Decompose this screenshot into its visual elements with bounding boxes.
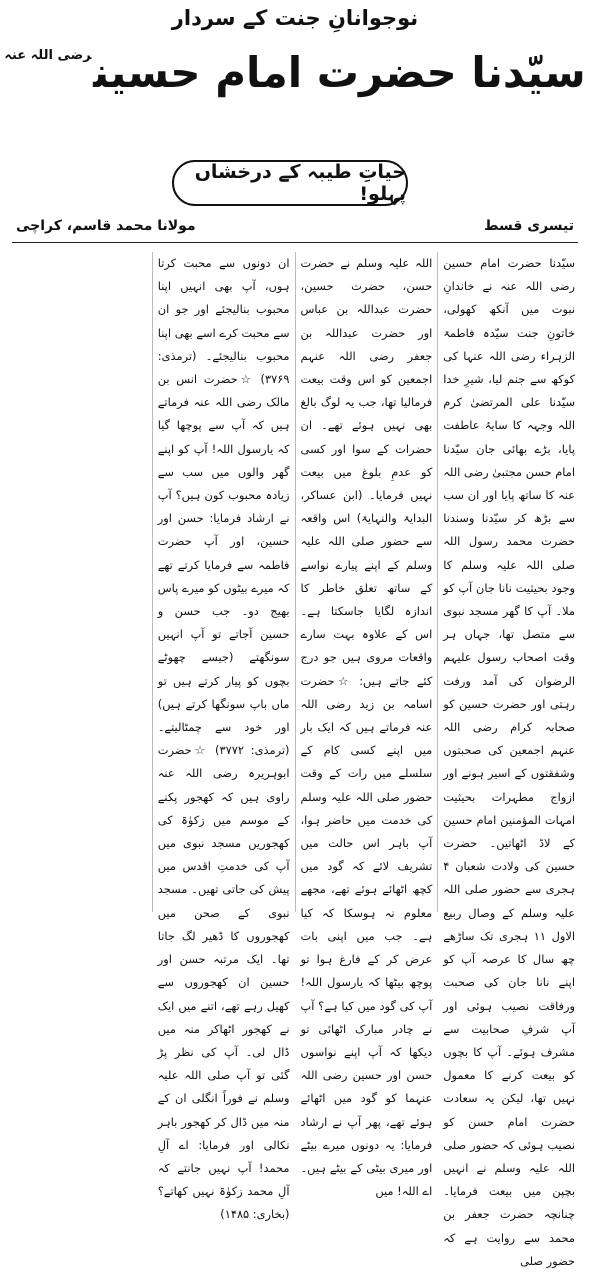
article-column-3 [153,252,295,1222]
article-subtitle: حیاتِ طیبہ کے درخشاں پہلو! [194,161,406,205]
article-kicker: نوجوانانِ جنت کے سردار [171,6,419,30]
column-text: سیّدنا حضرت امام حسین رضی اللہ عنہ نے خاندانِ نبوت میں آنکھ کھولی، خاتونِ جنت سیّدہ فاطمۃ الزہراء رضی اللہ عنہا کی کوکھ سے جنم لیا، شیرِ خدا سیّدنا علی المرتضیٰ کرم اللہ وجہہ کا سایۂ عاطفت پایا، بڑے بھائی جان سیّدنا امام حسن مجتبیٰ رضی اللہ عنہ کا ساتھ پایا اور ان سب سے بڑھ کر سیّدنا وسندنا حضرت محمد رسول اللہ صلی اللہ علیہ وسلم کا وجود بحیثیت نانا جان آپ کو ملا۔ آپ کا گھر مسجد نبوی سے متصل تھا، جہاں ہر وقت اصحاب رسول علیہم الرضوان کی آمد ورفت رہتی اور حضرت حسین کو صحابہ کرام رضی اللہ عنہم اجمعین کی صحبتوں وشفقتوں کے اسیر ہونے اور ازواج مطہرات بحیثیت امہات المؤمنین امام حسین کے لاڈ اٹھاتیں۔ حضرت حسین کی ولادت شعبان ۴ ہجری سے حضور صلی اللہ علیہ وسلم کے وصال ربیع الاول ۱۱ ہجری تک ساڑھے چھ سال کا عرصہ آپ کو اپنے نانا جان کی صحبت ورفاقت نصیب ہوئی اور آپ شرفِ صحابیت سے مشرف ہوئے۔ آپ کا بچوں کو بیعت کرنے کا معمول نہیں تھا، لیکن یہ سعادت حضرت امام حسن کو نصیب ہوئی کہ حضور صلی اللہ علیہ وسلم نے انہیں بچپن میں بیعت فرمایا۔ چنانچہ حضرت جعفر بن محمد سے روایت ہے کہ حضور صلی [443,256,576,1268]
title-honorific: رضی اللہ عنہ [4,48,92,63]
column-text: ان دونوں سے محبت کرتا ہوں، آپ بھی انہیں اپنا محبوب بنالیجئے اور جو ان سے محبت کرے اسے بھی اپنا محبوب بنالیجئے۔ (ترمذی: ۳۷۶۹) ☆حضرت انس بن مالک رضی اللہ عنہ فرماتے ہیں کہ آپ سے پوچھا گیا کہ یارسول اللہ! آپ کو اپنے گھر والوں میں سب سے زیادہ محبوب کون ہیں؟ آپ نے ارشاد فرمایا: حسن اور حسین، اور آپ حضرت فاطمہ سے فرمایا کرتے تھے کہ میرے بیٹوں کو میرے پاس بھیج دو۔ جب حسن و حسین آجاتے تو آپ انہیں سونگھتے (جیسے چھوٹے بچوں کو پیار کرتے ہیں تو ماں باپ سونگھا کرتے ہیں) اور خود سے چمٹالیتے۔ (ترمذی: ۳۷۷۲) ☆حضرت ابوہریرہ رضی اللہ عنہ راوی ہیں کہ کھجور پکنے کے موسم میں زکوٰۃ کی کھجوریں مسجد نبوی میں آپ کی خدمتِ اقدس میں پیش کی جاتی تھیں۔ مسجد نبوی کے صحن میں کھجوروں کا ڈھیر لگ جاتا تھا۔ ایک مرتبہ حسن اور حسین ان کھجوروں سے کھیل رہے تھے، اتنے میں ایک نے کھجور اٹھاکر منہ میں ڈال لی۔ آپ کی نظر پڑ گئی تو آپ صلی اللہ علیہ وسلم نے فوراً انگلی ان کے منہ میں ڈال کر کھجور باہر نکالی اور فرمایا: اے آلِ محمد! آپ نہیں جانتے کہ آلِ محمد زکوٰۃ نہیں کھاتے؟ (بخاری: ۱۴۸۵) [157,256,290,1222]
article-body [10,252,580,1268]
header-divider [12,242,578,243]
article-subtitle-box [172,160,408,206]
article-title [0,48,590,97]
byline [0,218,590,240]
column-text: اللہ علیہ وسلم نے حضرت حسن، حضرت حسین، حضرت عبداللہ بن عباس اور حضرت عبداللہ بن جعفر رضی اللہ عنہم اجمعین کو اس وقت بیعت فرمالیا تھا، جب یہ لوگ بالغ بھی نہیں ہوئے تھے۔ ان حضرات کے سوا اور کسی کو عدمِ بلوغ میں بیعت نہیں فرمایا۔ (ابن عساکر، البدایۃ والنہایۃ) اس واقعہ سے حضور صلی اللہ علیہ وسلم کے اپنے پیارے نواسے کے ساتھ تعلق خاطر کا اندازہ لگایا جاسکتا ہے۔ اس کے علاوہ بہت سارے واقعات مروی ہیں جو درج کئے جاتے ہیں: ☆حضرت اسامہ بن زید رضی اللہ عنہ فرماتے ہیں کہ ایک بار میں اپنے کسی کام کے سلسلے میں رات کے وقت حضور صلی اللہ علیہ وسلم کی خدمت میں حاضر ہوا، آپ باہر اس حالت میں تشریف لائے کہ گود میں کچھ اٹھائے ہوئے تھے، مجھے معلوم نہ ہوسکا کہ کیا ہے۔ جب میں اپنی بات عرض کر کے فارغ ہوا تو پوچھ بیٹھا کہ یارسول اللہ! آپ کی گود میں کیا ہے؟ آپ نے چادر مبارک اٹھائی تو دیکھا کہ آپ اپنے نواسوں حسن اور حسین رضی اللہ عنہما کو گود میں اٹھائے ہوئے تھے، پھر آپ نے ارشاد فرمایا: یہ دونوں میرے بیٹے اور میری بیٹی کے بیٹے ہیں۔ اے اللہ! میں [300,256,433,1199]
episode-label: تیسری قسط [483,218,574,234]
author-name: مولانا محمد قاسم، کراچی [16,218,196,234]
article-column-1 [438,252,580,1268]
article-title-text: سیّدنا حضرت امام حسین [93,48,586,97]
article-column-2 [296,252,438,1199]
article-column-4 [10,252,152,912]
